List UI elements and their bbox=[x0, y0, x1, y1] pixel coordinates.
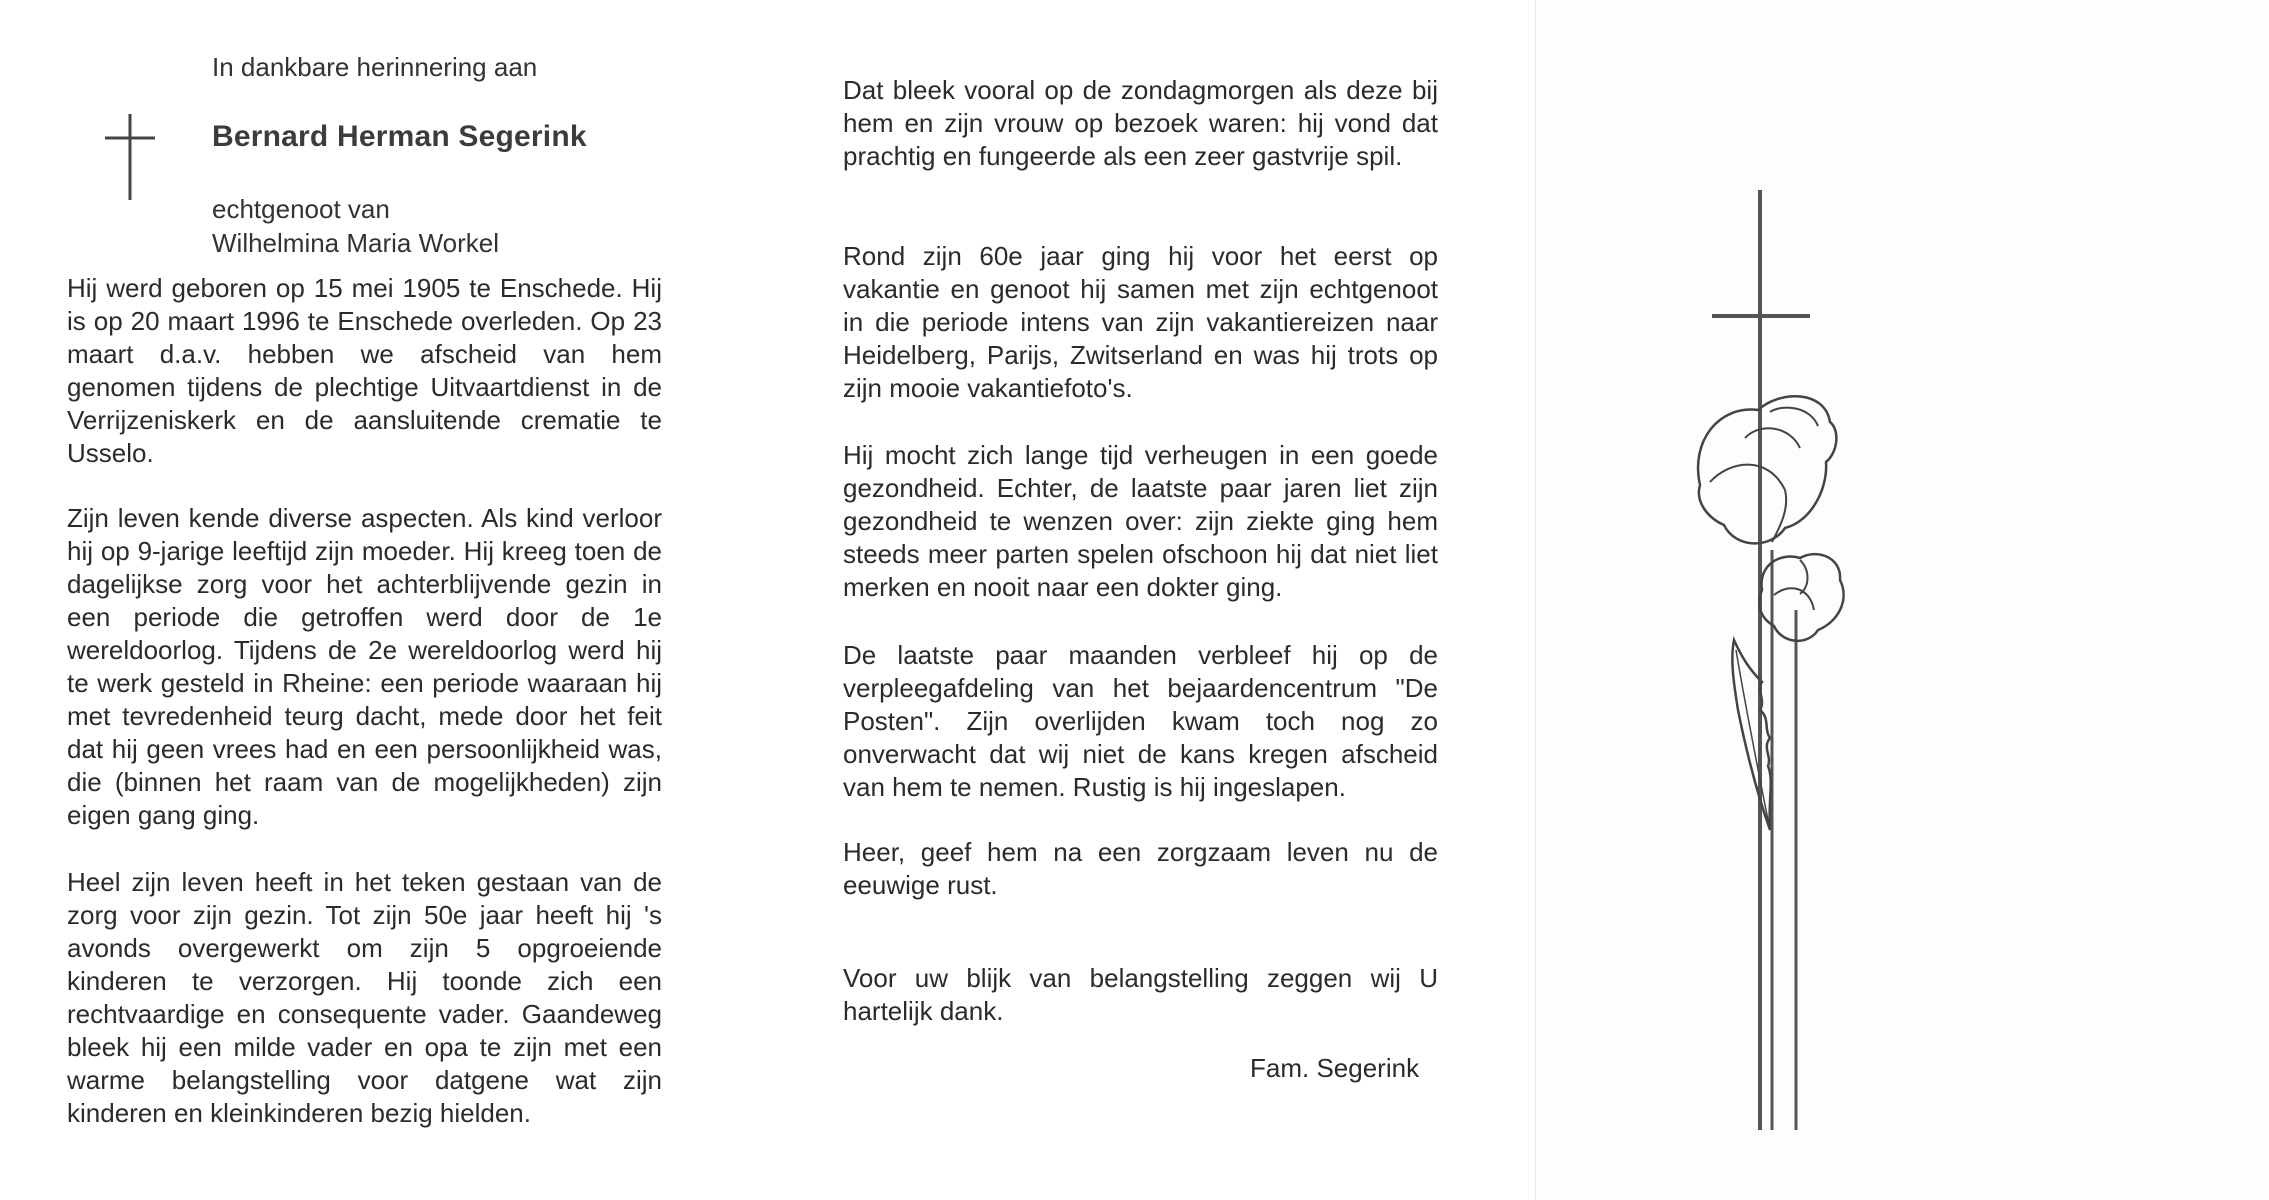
paragraph-birth-death: Hij werd geboren op 15 mei 1905 te Enschede. Hij is op 20 maart 1996 te Enschede overleden. Op 23 maart d.a.v. hebben we afscheid van hem genomen tijdens de plechtige Uitvaartdienst in de Verrijzeniskerk en de aansluitende crematie te Usselo. bbox=[67, 273, 662, 468]
paragraph-family-care: Heel zijn leven heeft in het teken gestaan van de zorg voor zijn gezin. Tot zijn 50e jaar heeft hij 's avonds overgewerkt om zijn 5 opgroeiende kinderen te verzorgen. Hij toonde zich een rechtvaardige en consequente vader. Gaandeweg bleek hij een milde vader en opa te zijn met een warme belangstelling voor datgene wat zijn kinderen en kleinkinderen bezig hielden. bbox=[67, 867, 662, 1128]
paragraph-life-aspects: Zijn leven kende diverse aspecten. Als kind verloor hij op 9-jarige leeftijd zijn moeder. Hij kreeg toen de dagelijkse zorg voor het achterblijvende gezin in een periode die getroffen werd door de 1e wereldoorlog. Tijdens de 2e wereldoorlog werd hij te werk gesteld in Rheine: een periode waaraan hij met tevredenheid teurg dacht, mede door het feit dat hij geen vrees had en een persoonlijkheid was, die (binnen het raam van de mogelijkheden) zijn eigen gang ging. bbox=[67, 503, 662, 830]
cross-icon bbox=[103, 112, 157, 202]
left-panel bbox=[0, 0, 800, 1200]
paragraph-health: Hij mocht zich lange tijd verheugen in een goede gezondheid. Echter, de laatste paar jaren liet zijn gezondheid te wenzen over: zijn ziekte ging hem steeds meer parten spelen ofschoon hij dat niet liet merken en nooit naar een dokter ging. bbox=[843, 440, 1438, 602]
paragraph-thanks: Voor uw blijk van belangstelling zeggen wij U hartelijk dank. bbox=[843, 963, 1438, 1026]
paragraph-prayer: Heer, geef hem na een zorgzaam leven nu de eeuwige rust. bbox=[843, 837, 1438, 900]
right-panel bbox=[1536, 0, 2269, 1200]
cross-with-poppies-icon bbox=[1650, 190, 1870, 1140]
paragraph-final-months: De laatste paar maanden verbleef hij op de verpleegafdeling van het bejaardencentrum "De Posten". Zijn overlijden kwam toch nog zo onverwacht dat wij niet de kans kregen afscheid van hem te nemen. Rustig is hij ingeslapen. bbox=[843, 640, 1438, 802]
paragraph-sunday-visits: Dat bleek vooral op de zondagmorgen als deze bij hem en zijn vrouw op bezoek waren: hij vond dat prachtig en fungeerde als een zeer gastvrije spil. bbox=[843, 75, 1438, 171]
spouse-name: Wilhelmina Maria Workel bbox=[212, 228, 500, 258]
intro-text: In dankbare herinnering aan bbox=[212, 52, 538, 82]
spouse-block bbox=[212, 192, 499, 260]
signature: Fam. Segerink bbox=[1250, 1053, 1420, 1083]
spouse-label: echtgenoot van bbox=[212, 194, 390, 224]
paragraph-holidays: Rond zijn 60e jaar ging hij voor het eerst op vakantie en genoot hij samen met zijn echtgenoot in die periode intens van zijn vakantiereizen naar Heidelberg, Parijs, Zwitserland en was hij trots op zijn mooie vakantiefoto's. bbox=[843, 241, 1438, 403]
deceased-name: Bernard Herman Segerink bbox=[212, 120, 587, 153]
